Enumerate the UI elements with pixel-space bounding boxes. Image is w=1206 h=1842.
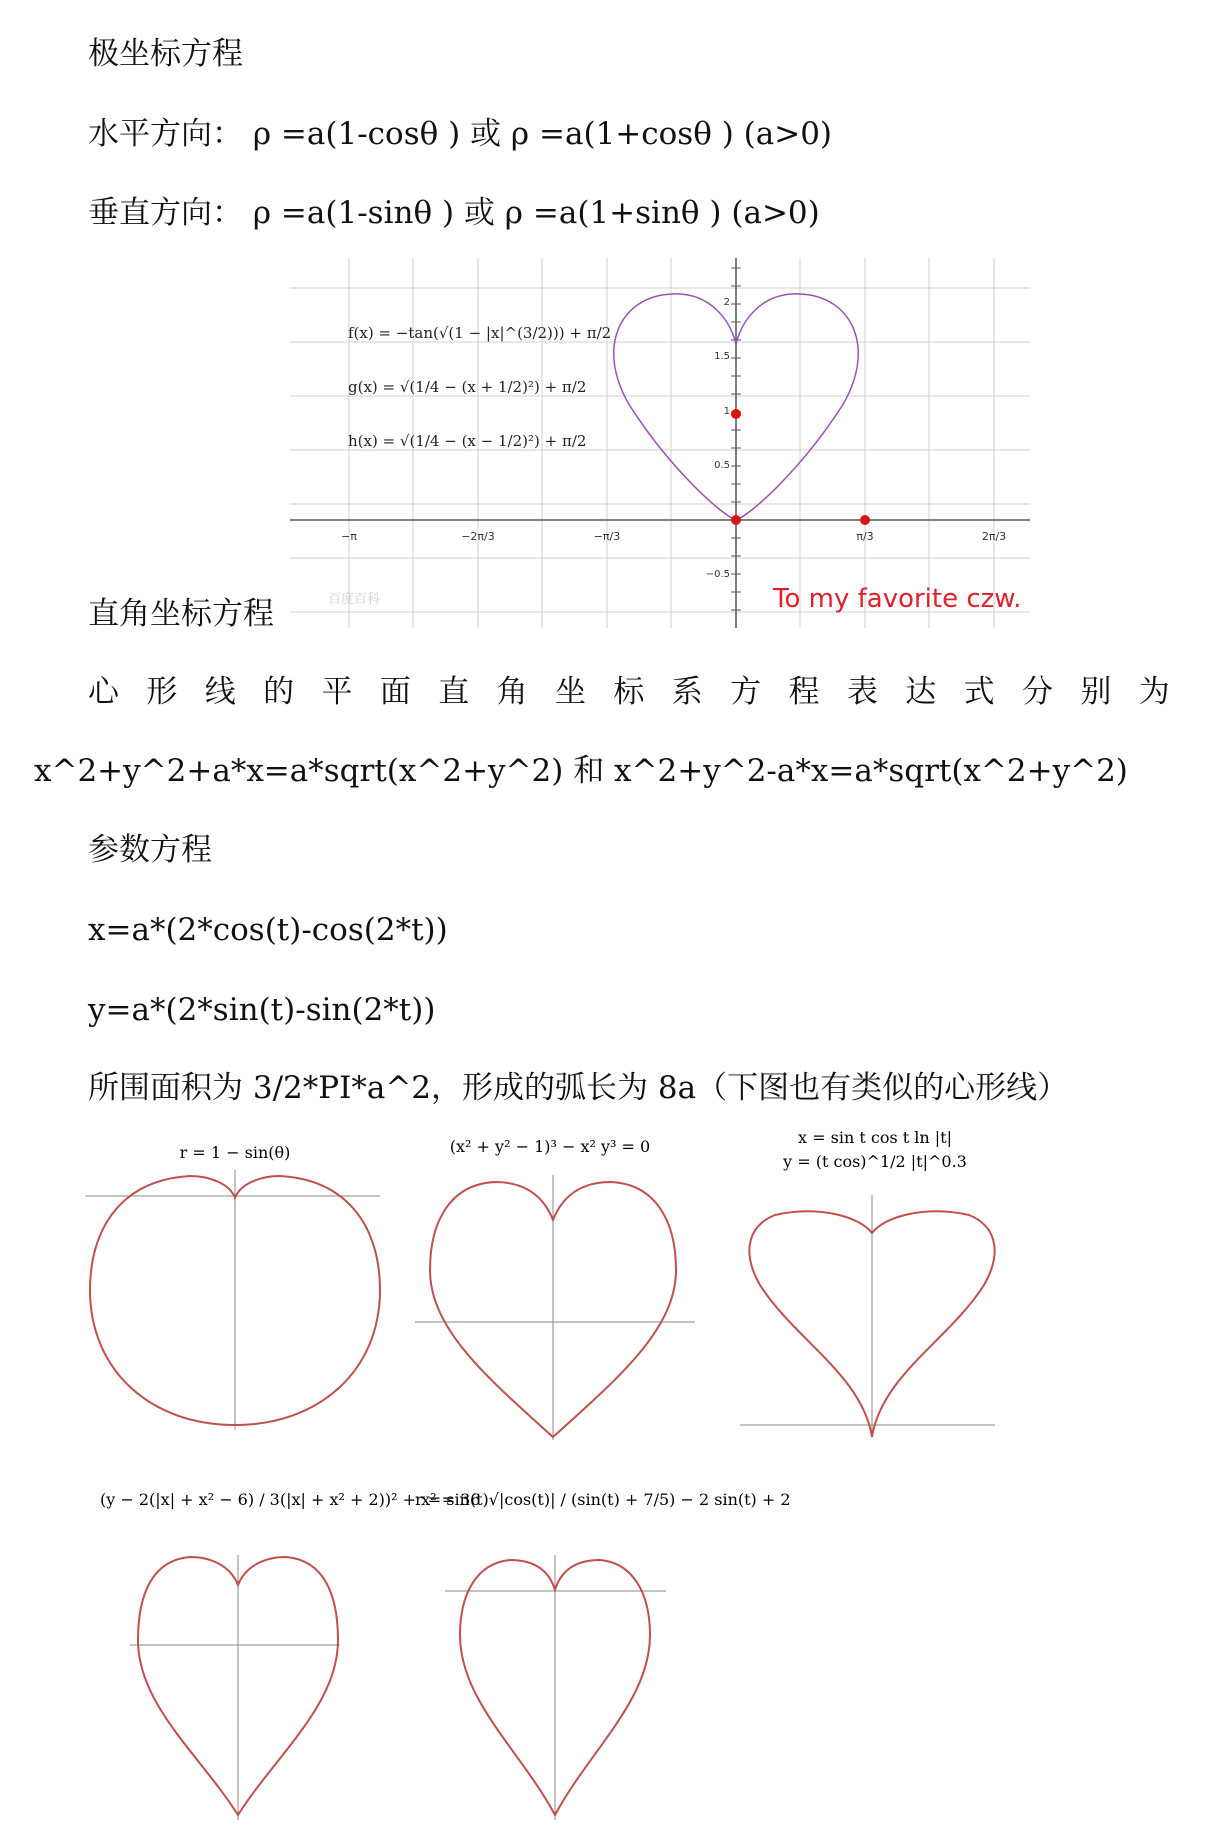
figure-label: y = (t cos)^1/2 |t|^0.3	[783, 1152, 967, 1171]
heart-graph-svg	[290, 258, 1030, 628]
param-y: y=a*(2*sin(t)-sin(2*t))	[88, 992, 436, 1028]
formula-block	[348, 324, 611, 450]
horizontal-equation: 水平方向： ρ =a(1-cosθ ) 或 ρ =a(1+cosθ ) (a>0)	[88, 116, 833, 152]
figure-implicit-heart	[90, 1465, 481, 1825]
x-labels	[341, 530, 1006, 543]
formula-h: h(x) = √(1/4 − (x − 1/2)²) + π/2	[348, 432, 587, 450]
point-x-pi3	[860, 515, 870, 525]
vertical-equation: 垂直方向： ρ =a(1-sinθ ) 或 ρ =a(1+sinθ ) (a>0)	[88, 195, 820, 231]
intro-char: 达	[905, 674, 937, 710]
area-note: 所围面积为 3/2*PI*a^2，形成的弧长为 8a（下图也有类似的心形线）	[88, 1070, 1069, 1106]
param-x: x=a*(2*cos(t)-cos(2*t))	[88, 912, 448, 948]
watermark: 百度百科	[328, 592, 381, 607]
intro-char: 为	[1138, 674, 1170, 710]
dedication: To my favorite czw.	[773, 584, 1022, 614]
intro-char: 表	[846, 674, 878, 710]
point-origin	[731, 515, 741, 525]
intro-char: 别	[1080, 674, 1112, 710]
cartesian-equation: x^2+y^2+a*x=a*sqrt(x^2+y^2) 和 x^2+y^2-a*x=a*sqrt(x^2+y^2)	[34, 753, 1128, 789]
figure-algebraic-heart	[410, 1130, 700, 1450]
figure-polar-heart	[410, 1465, 791, 1825]
intro-char: 坐	[555, 674, 586, 710]
intro-char: 标	[613, 674, 645, 710]
formula-g: g(x) = √(1/4 − (x + 1/2)²) + π/2	[348, 378, 587, 396]
x-label: 2π/3	[981, 530, 1007, 543]
intro-char: 心	[88, 674, 119, 710]
figure-label: x = sin t cos t ln |t|	[798, 1128, 952, 1147]
y-label: 1.5	[714, 351, 730, 362]
y-label: 0.5	[714, 460, 730, 471]
figure-label: r = 1 − sin(θ)	[179, 1143, 291, 1162]
y-label: 1	[723, 406, 730, 417]
intro-char: 方	[730, 674, 762, 710]
intro-char: 平	[321, 674, 353, 710]
formula-f: f(x) = −tan(√(1 − |x|^(3/2))) + π/2	[348, 324, 612, 342]
x-label: −π/3	[593, 530, 621, 543]
figure-label: (y − 2(|x| + x² − 6) / 3(|x| + x² + 2))² + x² = 36	[100, 1490, 481, 1509]
intro-char: 系	[671, 674, 703, 710]
intro-char: 线	[204, 674, 236, 710]
figure-label: (x² + y² − 1)³ − x² y³ = 0	[449, 1137, 651, 1156]
polar-heading: 极坐标方程	[88, 36, 243, 72]
x-label: −2π/3	[461, 530, 495, 543]
y-labels	[706, 297, 730, 580]
cartesian-heading: 直角坐标方程	[88, 596, 274, 632]
intro-char: 面	[379, 674, 411, 710]
intro-char: 形	[146, 674, 178, 710]
y-label: 2	[723, 297, 730, 308]
intro-char: 分	[1022, 674, 1053, 710]
intro-char: 程	[788, 674, 820, 710]
param-heading: 参数方程	[88, 832, 212, 868]
figure-label: r = sin(t)√|cos(t)| / (sin(t) + 7/5) − 2 sin(t) + 2	[415, 1490, 791, 1509]
figure-cardioid	[80, 1140, 390, 1440]
x-label: π/3	[856, 530, 874, 543]
intro-char: 角	[496, 674, 528, 710]
intro-char: 式	[963, 674, 995, 710]
x-label: −π	[341, 530, 357, 543]
heart-graph	[290, 258, 1030, 628]
figure-parametric-heart	[740, 1125, 1010, 1445]
intro-char: 的	[263, 674, 295, 710]
y-label: −0.5	[705, 569, 730, 580]
cartesian-intro	[88, 672, 1170, 712]
point-y1	[731, 409, 741, 419]
intro-char: 直	[438, 674, 470, 710]
